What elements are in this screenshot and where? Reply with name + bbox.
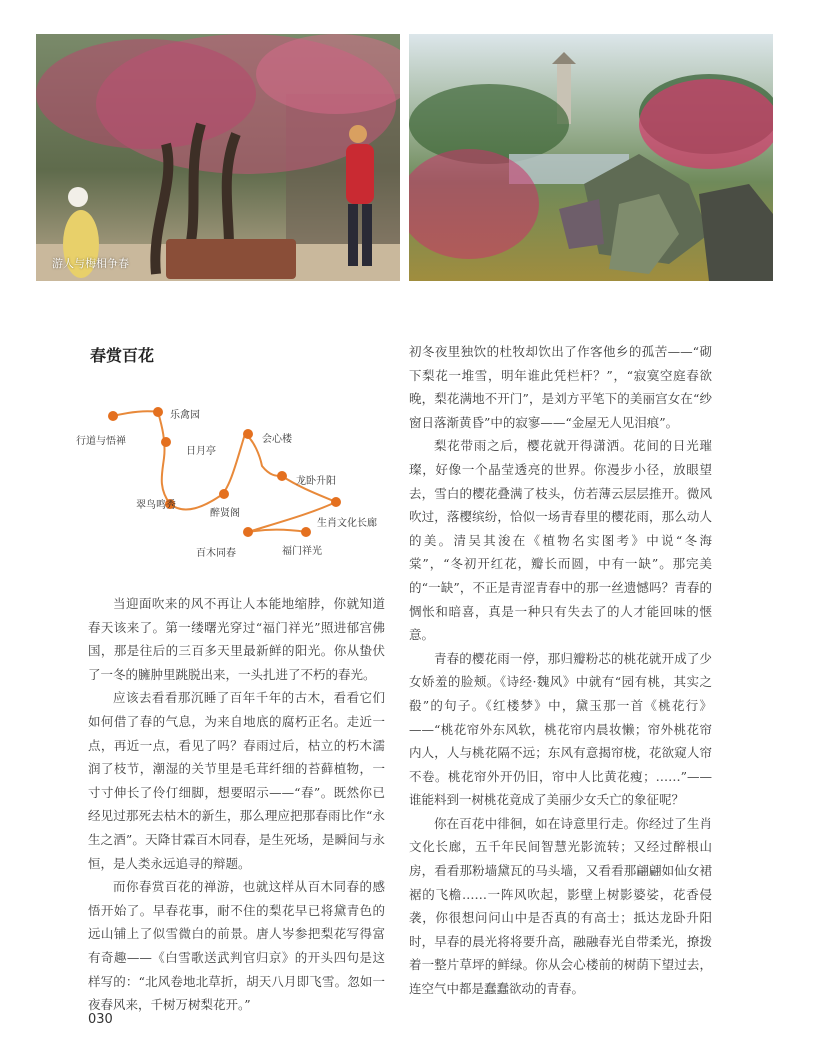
- map-label-fumen: 福门祥光: [282, 546, 322, 557]
- map-label-cuiniao: 翠鸟鸣秀: [136, 500, 176, 511]
- map-label-huixinlou: 会心楼: [262, 434, 292, 445]
- photo-garden-pagoda: [409, 34, 773, 281]
- route-map-lines: [70, 396, 390, 566]
- paragraph: 青春的樱花雨一停，那归瓣粉芯的桃花就开成了少女娇羞的脸颊。《诗经·魏风》中就有“园有桃，其实之殽”的句子。《红楼梦》中，黛玉那一首《桃花行》——“桃花帘外东风软，桃花帘内晨妆懒；帘外桃花帘内人，人与桃花隔不远；东风有意揭帘栊，花欲窥人帘不卷。桃花帘外开仍旧，帘中人比黄花瘦；……”——谁能料到一树桃花竟成了美丽少女夭亡的象征呢？: [409, 650, 712, 808]
- stop-dot-shengxiao: [331, 497, 341, 507]
- paragraph: 应该去看看那沉睡了百年千年的古木，看看它们如何借了春的气息，为来自地底的腐朽正名。走近一点，再近一点，看见了吗？春雨过后，枯立的朽木濡润了枝节，潮湿的关节里是毛茸纤细的苔藓植物，一寸寸伸长了伶仃细脚，想要昭示——“春”。既然你已经见过那死去枯木的新生，那么理应把那春雨比作“永生之酒”。天降甘霖百木同春，是生死场，是瞬间与永恒，是人类永远追寻的辩题。: [88, 690, 385, 871]
- stop-dot-riyueting: [161, 437, 171, 447]
- stop-dot-baimu: [243, 527, 253, 537]
- photo-caption: 游人与梅相争春: [52, 257, 129, 270]
- paragraph: 梨花带雨之后，樱花就开得潇洒。花间的日光璀璨，好像一个晶莹透亮的世界。你漫步小径，放眼望去，雪白的樱花叠满了枝头，仿若薄云层层推开。微风吹过，落樱缤纷，恰似一场青春里的樱花雨，那么动人的美。清吴其浚在《植物名实图考》中说“冬海棠”，“冬初开红花，瓣长而圆，中有一缺”。那完美的“一缺”，不正是青涩青春中的那一丝遗憾吗？青春的惆怅和暗喜，真是一种只有失去了的人才能回味的惬意。: [409, 438, 712, 643]
- map-label-shengxiao: 生肖文化长廊: [317, 518, 377, 529]
- article-column-left: [88, 592, 385, 1017]
- stop-dot-fumen: [301, 527, 311, 537]
- photo-right-image: [409, 34, 773, 281]
- map-label-baimu: 百木同春: [196, 548, 236, 559]
- map-label-zuixian: 醉贤阁: [210, 508, 240, 519]
- map-label-xingdao: 行道与悟禅: [76, 436, 126, 447]
- paragraph-continued: 初冬夜里独饮的杜牧却饮出了作客他乡的孤苦——“砌下梨花一堆雪，明年谁此凭栏杆？”，“寂寞空庭春欲晚，梨花满地不开门”，是刘方平笔下的美丽宫女在“纱窗日落渐黄昏”中的寂寥——“金屋无人见泪痕”。: [409, 344, 712, 430]
- page-number: 030: [88, 1012, 113, 1027]
- photo-visitors-plum-blossoms: [36, 34, 400, 281]
- photo-left-image: [36, 34, 400, 281]
- map-label-riyueting: 日月亭: [186, 446, 216, 457]
- article-column-right: [409, 340, 712, 1001]
- stop-dot-huixinlou: [243, 429, 253, 439]
- section-title: 春赏百花: [90, 346, 155, 365]
- stop-dot-xingdao: [108, 411, 118, 421]
- stop-dot-longwo: [277, 471, 287, 481]
- map-label-longwo: 龙卧升阳: [296, 476, 336, 487]
- paragraph: 你在百花中徘徊，如在诗意里行走。你经过了生肖文化长廊，五千年民间智慧光影流转；又经过醉根山房，看看那粉墙黛瓦的马头墙，又看看那翩翩如仙女裙裾的飞檐……一阵风吹起，影壁上树影婆娑，花香侵袭，你很想问问山中是否真的有高士；抵达龙卧升阳时，早春的晨光将将要升高，融融春光自带柔光，撩拨着一整片草坪的鲜绿。你从会心楼前的树荫下望过去，连空气中都是蠢蠢欲动的青春。: [409, 815, 712, 997]
- paragraph: 当迎面吹来的风不再让人本能地缩脖，你就知道春天该来了。第一缕曙光穿过“福门祥光”照进郁宫佛国，那是往后的三百多天里最新鲜的阳光。你从蛰伏了一冬的臃肿里跳脱出来，一头扎进了不朽的春光。: [88, 596, 385, 682]
- paragraph: 而你春赏百花的禅游，也就这样从百木同春的感悟开始了。早春花事，耐不住的梨花早已将黛青色的远山铺上了似雪微白的前景。唐人岑参把梨花写得富有奇趣——《白雪歌送武判官归京》的开头四句是这样写的：“北风卷地北草折，胡天八月即飞雪。忽如一夜春风来，千树万树梨花开。”: [88, 879, 385, 1013]
- stop-dot-leqinyuan: [153, 407, 163, 417]
- stop-dot-zuixian: [219, 489, 229, 499]
- route-map: [70, 396, 390, 566]
- map-label-leqinyuan: 乐禽园: [170, 410, 200, 421]
